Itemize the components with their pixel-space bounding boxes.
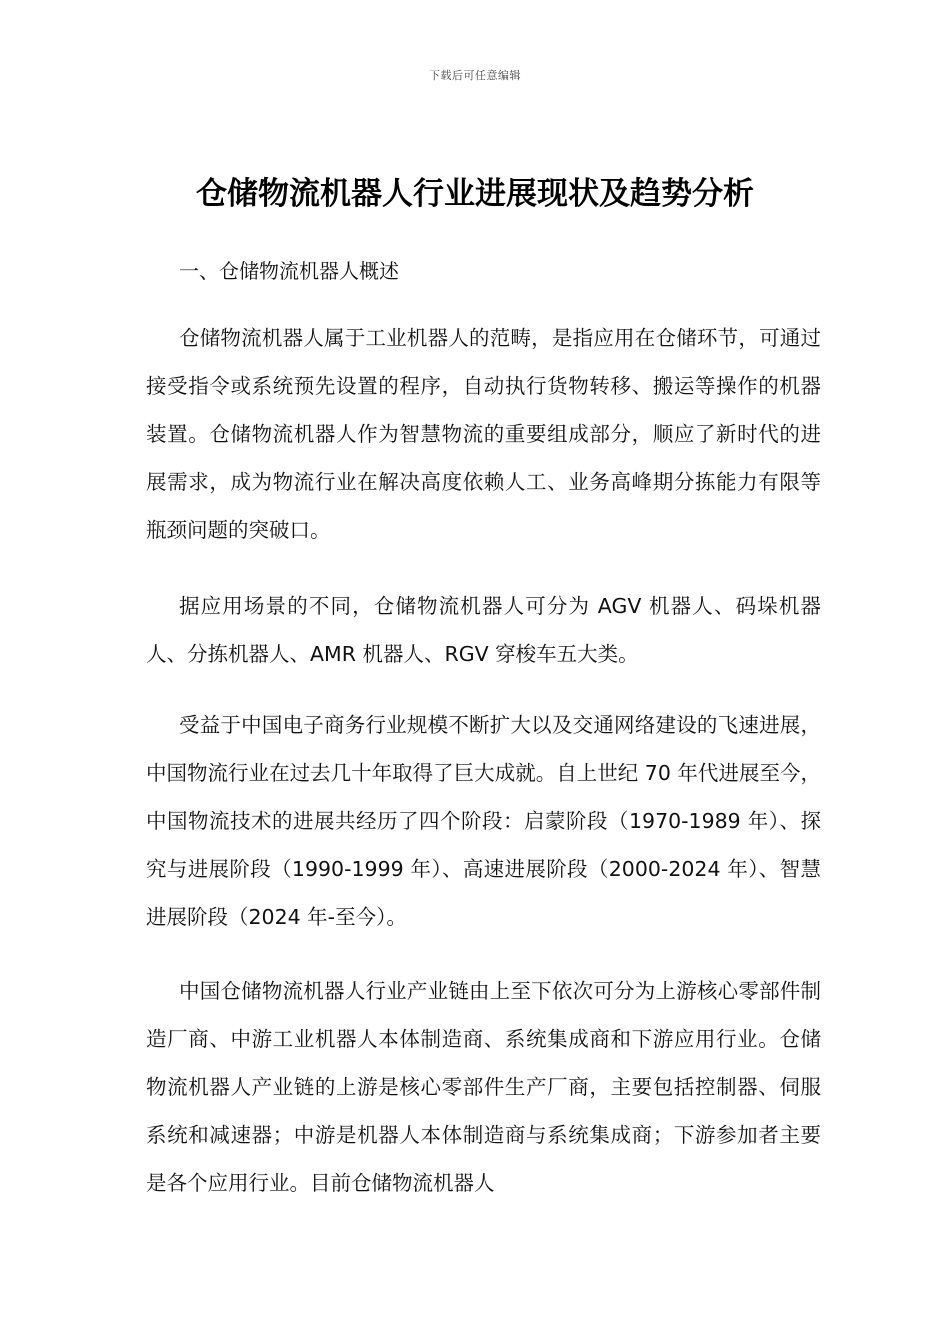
paragraph-categories: 据应用场景的不同，仓储物流机器人可分为 AGV 机器人、码垛机器人、分拣机器人、AMR 机器人、RGV 穿梭车五大类。 xyxy=(146,594,821,666)
paragraph-overview: 仓储物流机器人属于工业机器人的范畴，是指应用在仓储环节，可通过接受指令或系统预先设置的程序，自动执行货物转移、搬运等操作的机器装置。仓储物流机器人作为智慧物流的重要组成部分，顺应了新时代的进展需求，成为物流行业在解决高度依赖人工、业务高峰期分拣能力有限等瓶颈问题的突破口。 xyxy=(146,326,821,542)
document-title: 仓储物流机器人行业进展现状及趋势分析 xyxy=(196,176,754,212)
section-heading: 一、仓储物流机器人概述 xyxy=(179,259,399,283)
paragraph-industry-chain: 中国仓储物流机器人行业产业链由上至下依次可分为上游核心零部件制造厂商、中游工业机器人本体制造商、系统集成商和下游应用行业。仓储物流机器人产业链的上游是核心零部件生产厂商，主要包括控制器、伺服系统和减速器；中游是机器人本体制造商与系统集成商；下游参加者主要是各个应用行业。目前仓储物流机器人 xyxy=(146,979,821,1195)
paragraph-history: 受益于中国电子商务行业规模不断扩大以及交通网络建设的飞速进展，中国物流行业在过去几十年取得了巨大成就。自上世纪 70 年代进展至今，中国物流技术的进展共经历了四个阶段：启蒙阶段（1970-1989 年）、探究与进展阶段（1990-1999 年）、高速进展阶段（2000-2024 年）、智慧进展阶段（2024 年-至今）。 xyxy=(146,713,821,929)
header-note: 下载后可任意编辑 xyxy=(429,69,521,82)
